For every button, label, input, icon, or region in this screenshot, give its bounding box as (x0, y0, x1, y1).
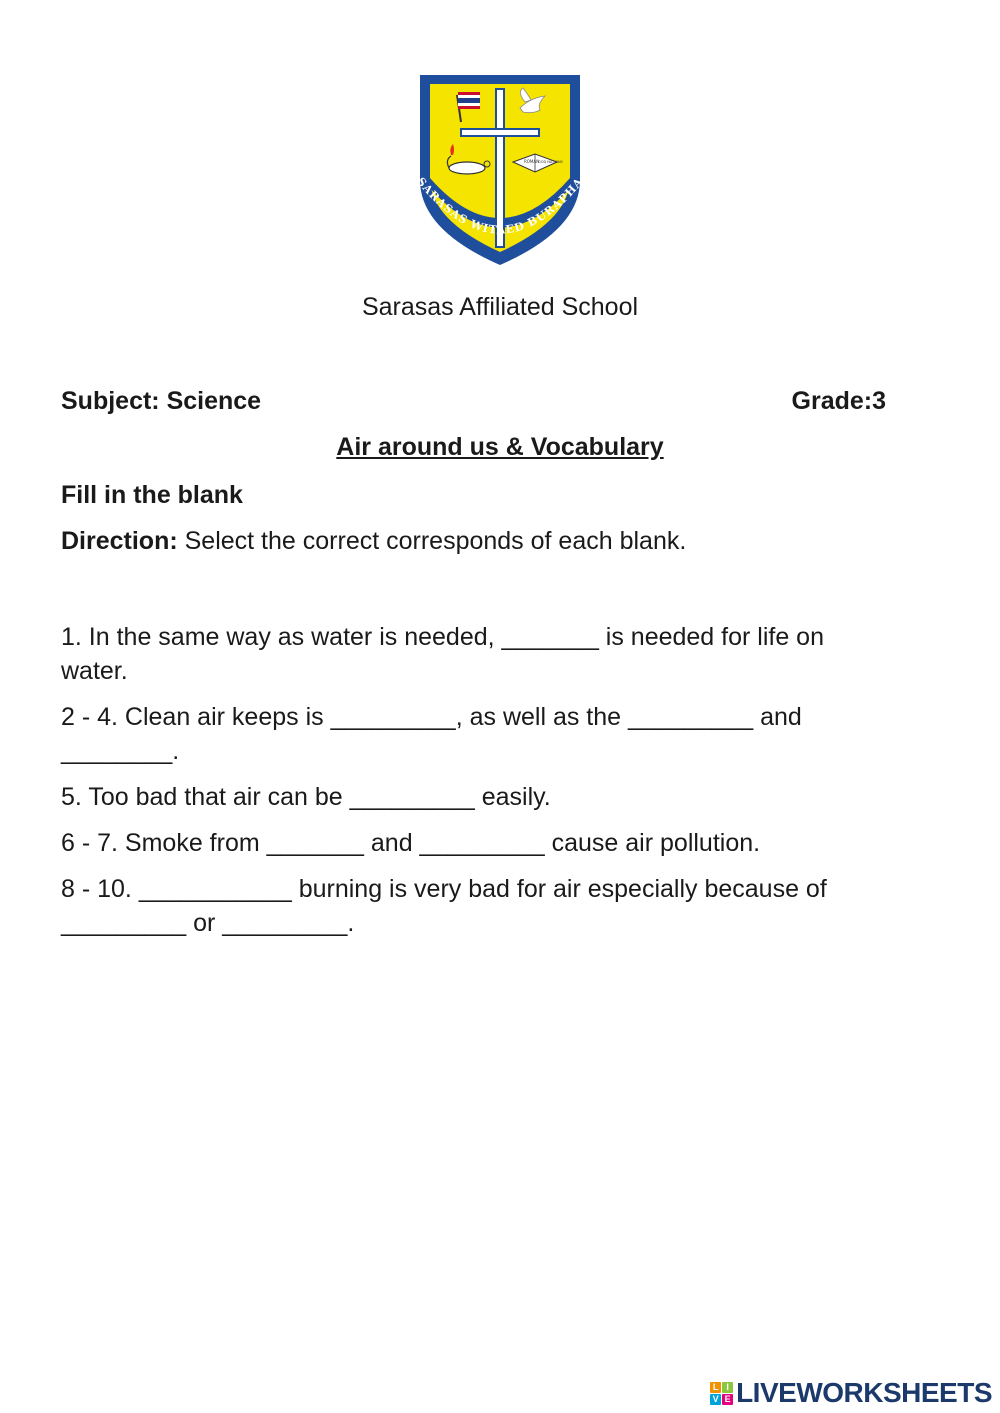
grade-label: Grade:3 (791, 387, 886, 415)
question-6-7: 6 - 7. Smoke from _______ and _________ cause air pollution. (61, 829, 761, 857)
direction-body: Select the correct corresponds of each blank. (177, 527, 687, 555)
liveworksheets-brand: LIVEWORKSHEETS (736, 1377, 992, 1408)
badge-letter: V (710, 1394, 721, 1405)
section-heading: Fill in the blank (61, 481, 243, 509)
badge-letter: I (722, 1382, 733, 1393)
liveworksheets-logo (710, 1377, 992, 1409)
school-crest (405, 70, 595, 270)
crest-motto: SARASAS WITAED BURAPHA (414, 174, 586, 237)
badge-letter: L (710, 1382, 721, 1393)
badge-letter: E (722, 1394, 733, 1405)
question-2-4: 2 - 4. Clean air keeps is _________, as well as the _________ and ________. (61, 703, 802, 765)
book-text-right: GOD NATIONS (538, 160, 563, 164)
liveworksheets-badge-icon (710, 1382, 733, 1405)
subject-label: Subject: Science (61, 387, 262, 415)
direction-text (61, 527, 686, 556)
question-5: 5. Too bad that air can be _________ easily. (61, 783, 551, 811)
worksheet-title: Air around us & Vocabulary (336, 433, 664, 461)
direction-label: Direction: (61, 527, 178, 555)
question-8-10: 8 - 10. ___________ burning is very bad for air especially because of _________ or _________. (61, 875, 827, 937)
question-1: 1. In the same way as water is needed, _______ is needed for life on water. (61, 623, 824, 685)
school-name: Sarasas Affiliated School (361, 293, 639, 321)
question-list (61, 620, 891, 952)
book-text-left: ROMAN (524, 159, 540, 164)
